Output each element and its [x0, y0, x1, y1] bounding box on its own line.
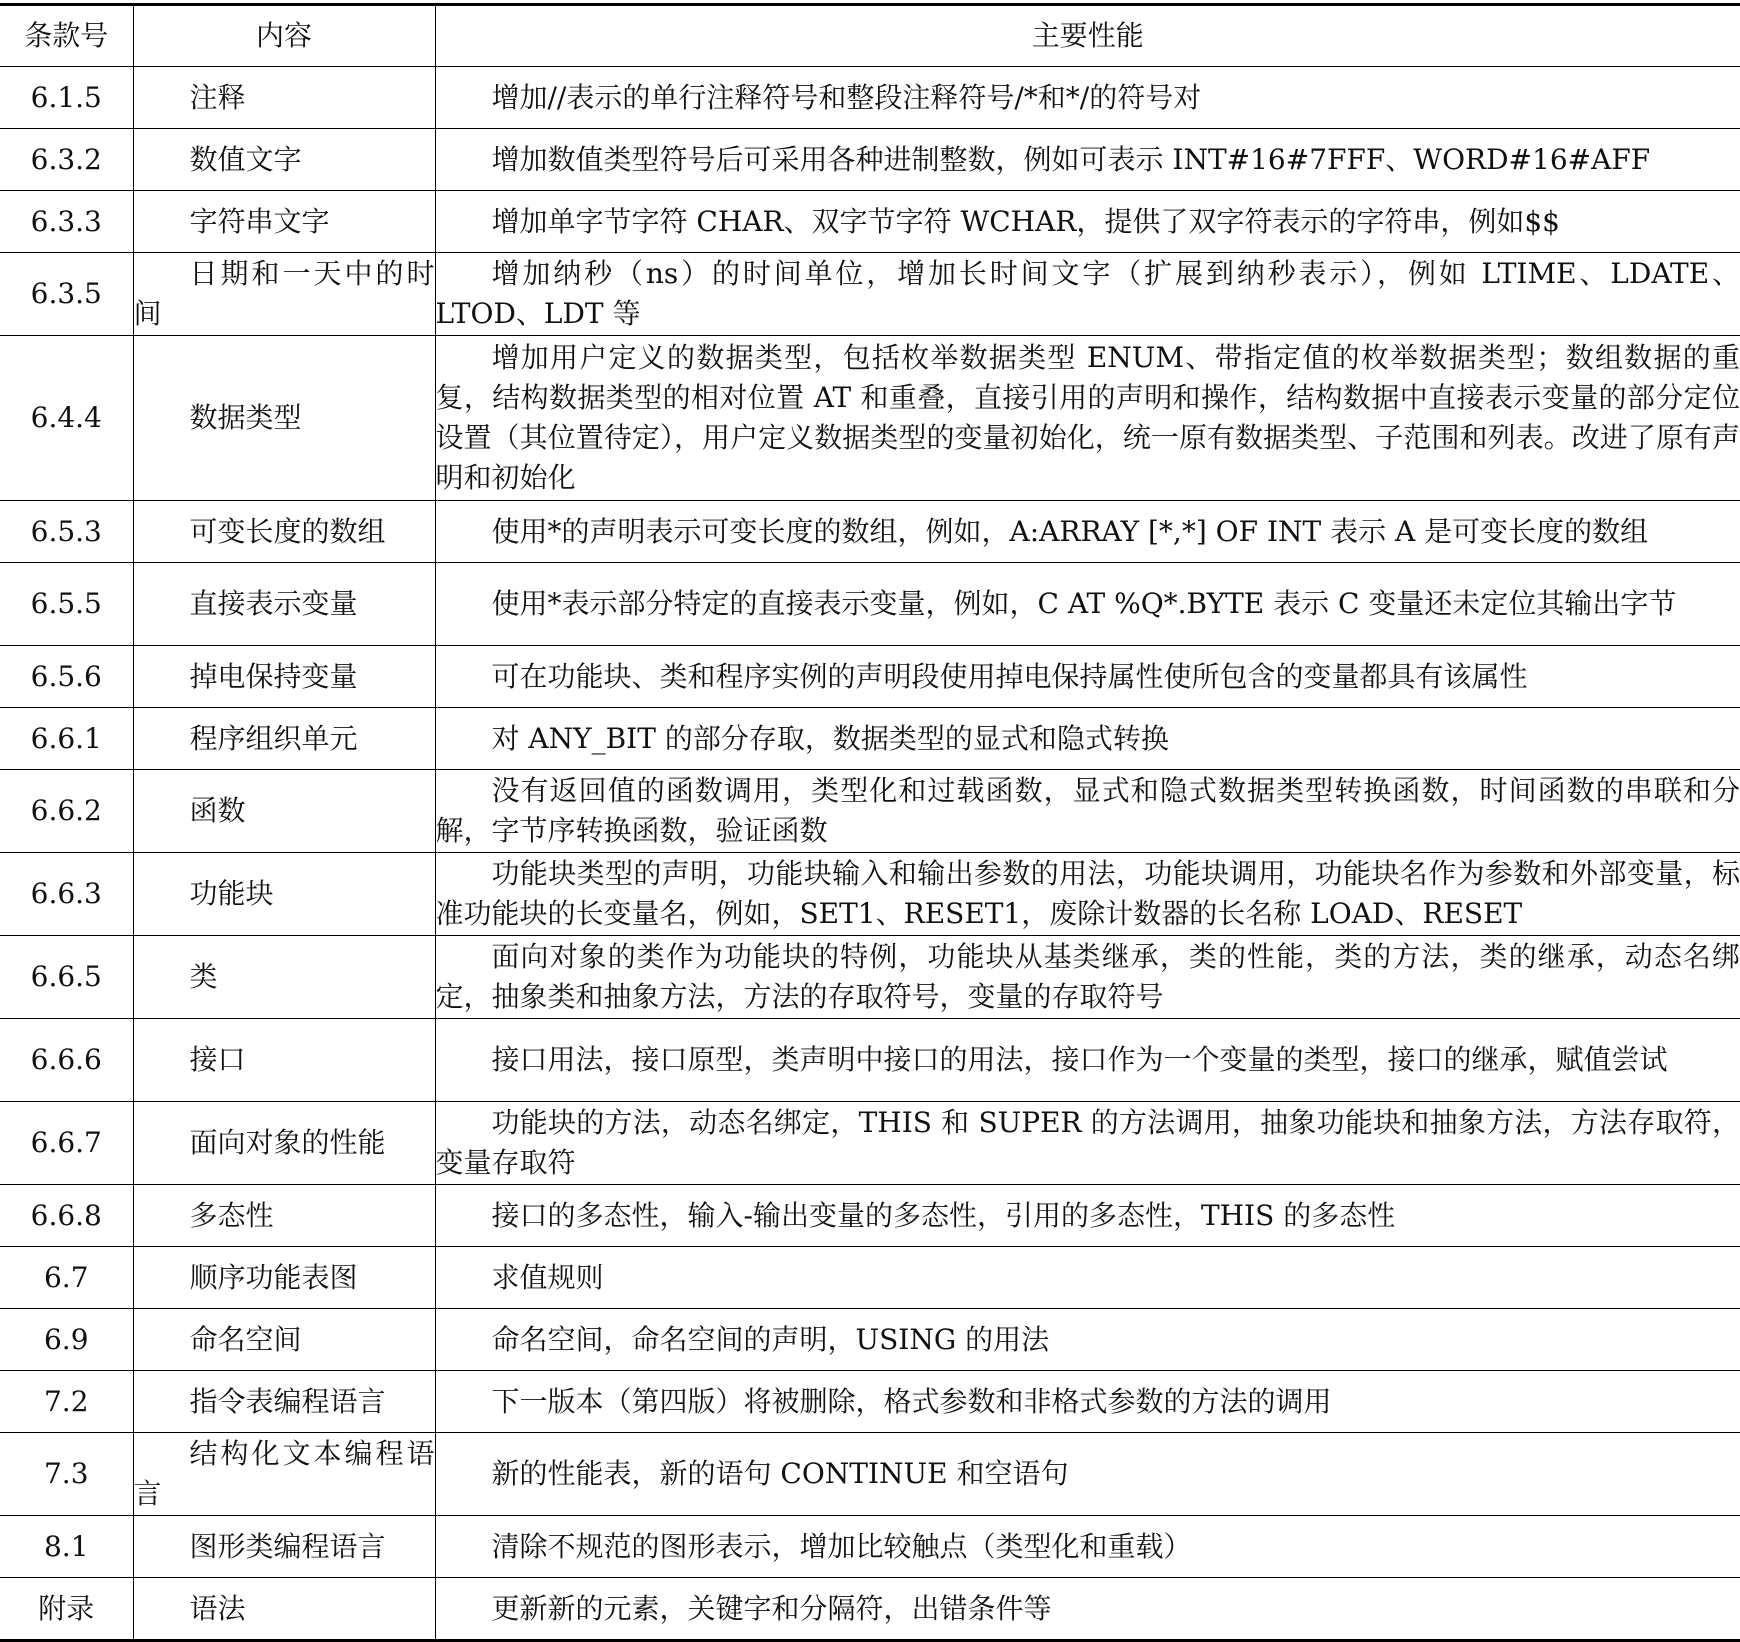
- row-clause-number: 6.6.1: [0, 708, 133, 770]
- table-row: [0, 1516, 1740, 1578]
- table-row: [0, 191, 1740, 253]
- row-clause-number: 6.9: [0, 1309, 133, 1371]
- table-row: [0, 1102, 1740, 1185]
- row-feature-description: 增加用户定义的数据类型，包括枚举数据类型 ENUM、带指定值的枚举数据类型；数组数据的重复，结构数据类型的相对位置 AT 和重叠，直接引用的声明和操作，结构数据中直接表示变量的部分定位设置（其位置待定），用户定义数据类型的变量初始化，统一原有数据类型、子范围和列表。改进了原有声明和初始化: [435, 336, 1740, 501]
- table-row: [0, 67, 1740, 129]
- row-feature-description: 使用*的声明表示可变长度的数组，例如，A:ARRAY [*,*] OF INT 表示 A 是可变长度的数组: [435, 501, 1740, 563]
- row-clause-number: 6.5.5: [0, 563, 133, 646]
- row-feature-description: 接口的多态性，输入-输出变量的多态性，引用的多态性，THIS 的多态性: [435, 1185, 1740, 1247]
- table-row: [0, 770, 1740, 853]
- table-row: [0, 253, 1740, 336]
- row-feature-description: 更新新的元素，关键字和分隔符，出错条件等: [435, 1578, 1740, 1641]
- table-row: [0, 129, 1740, 191]
- row-content-name: 功能块: [133, 853, 435, 936]
- row-content-name: 直接表示变量: [133, 563, 435, 646]
- row-feature-description: 可在功能块、类和程序实例的声明段使用掉电保持属性使所包含的变量都具有该属性: [435, 646, 1740, 708]
- table-row: [0, 1185, 1740, 1247]
- row-feature-description: 增加单字节字符 CHAR、双字节字符 WCHAR，提供了双字符表示的字符串，例如$$: [435, 191, 1740, 253]
- row-feature-description: 求值规则: [435, 1247, 1740, 1309]
- row-content-name: 接口: [133, 1019, 435, 1102]
- row-content-name: 数值文字: [133, 129, 435, 191]
- table-row: [0, 1247, 1740, 1309]
- row-content-name: 指令表编程语言: [133, 1371, 435, 1433]
- row-clause-number: 6.1.5: [0, 67, 133, 129]
- row-clause-number: 6.6.6: [0, 1019, 133, 1102]
- table-row: [0, 1371, 1740, 1433]
- row-clause-number: 6.6.2: [0, 770, 133, 853]
- row-feature-description: 清除不规范的图形表示，增加比较触点（类型化和重载）: [435, 1516, 1740, 1578]
- row-clause-number: 6.5.3: [0, 501, 133, 563]
- row-content-name: 日期和一天中的时间: [133, 253, 435, 336]
- table-row: [0, 1019, 1740, 1102]
- row-content-name: 顺序功能表图: [133, 1247, 435, 1309]
- row-feature-description: 功能块的方法，动态名绑定，THIS 和 SUPER 的方法调用，抽象功能块和抽象方法，方法存取符，变量存取符: [435, 1102, 1740, 1185]
- header-content: 内容: [133, 5, 435, 67]
- row-feature-description: 对 ANY_BIT 的部分存取，数据类型的显式和隐式转换: [435, 708, 1740, 770]
- row-clause-number: 6.6.8: [0, 1185, 133, 1247]
- row-content-name: 程序组织单元: [133, 708, 435, 770]
- table-row: [0, 708, 1740, 770]
- table-row: [0, 1433, 1740, 1516]
- row-feature-description: 接口用法，接口原型，类声明中接口的用法，接口作为一个变量的类型，接口的继承，赋值尝试: [435, 1019, 1740, 1102]
- row-feature-description: 下一版本（第四版）将被删除，格式参数和非格式参数的方法的调用: [435, 1371, 1740, 1433]
- table-row: [0, 646, 1740, 708]
- table-row: [0, 563, 1740, 646]
- row-content-name: 图形类编程语言: [133, 1516, 435, 1578]
- row-feature-description: 功能块类型的声明，功能块输入和输出参数的用法，功能块调用，功能块名作为参数和外部变量，标准功能块的长变量名，例如，SET1、RESET1，废除计数器的长名称 LOAD、RESET: [435, 853, 1740, 936]
- row-clause-number: 6.7: [0, 1247, 133, 1309]
- row-feature-description: 增加//表示的单行注释符号和整段注释符号/*和*/的符号对: [435, 67, 1740, 129]
- row-clause-number: 附录: [0, 1578, 133, 1641]
- row-content-name: 数据类型: [133, 336, 435, 501]
- table-row: [0, 853, 1740, 936]
- row-clause-number: 6.5.6: [0, 646, 133, 708]
- table-row: [0, 1578, 1740, 1641]
- feature-table: [0, 3, 1740, 1642]
- row-clause-number: 6.4.4: [0, 336, 133, 501]
- row-clause-number: 6.6.3: [0, 853, 133, 936]
- row-clause-number: 6.3.3: [0, 191, 133, 253]
- table-row: [0, 501, 1740, 563]
- row-clause-number: 6.3.2: [0, 129, 133, 191]
- row-content-name: 函数: [133, 770, 435, 853]
- row-clause-number: 6.3.5: [0, 253, 133, 336]
- row-clause-number: 6.6.5: [0, 936, 133, 1019]
- table-row: [0, 336, 1740, 501]
- row-feature-description: 增加纳秒（ns）的时间单位，增加长时间文字（扩展到纳秒表示），例如 LTIME、LDATE、LTOD、LDT 等: [435, 253, 1740, 336]
- row-clause-number: 6.6.7: [0, 1102, 133, 1185]
- table-row: [0, 1309, 1740, 1371]
- table-body: [0, 67, 1740, 1641]
- row-clause-number: 7.2: [0, 1371, 133, 1433]
- table-row: [0, 936, 1740, 1019]
- row-feature-description: 新的性能表，新的语句 CONTINUE 和空语句: [435, 1433, 1740, 1516]
- row-content-name: 多态性: [133, 1185, 435, 1247]
- row-content-name: 类: [133, 936, 435, 1019]
- row-content-name: 命名空间: [133, 1309, 435, 1371]
- row-clause-number: 7.3: [0, 1433, 133, 1516]
- header-feature: 主要性能: [435, 5, 1740, 67]
- row-feature-description: 增加数值类型符号后可采用各种进制整数，例如可表示 INT#16#7FFF、WORD#16#AFF: [435, 129, 1740, 191]
- row-content-name: 注释: [133, 67, 435, 129]
- row-feature-description: 使用*表示部分特定的直接表示变量，例如，C AT %Q*.BYTE 表示 C 变量还未定位其输出字节: [435, 563, 1740, 646]
- row-content-name: 字符串文字: [133, 191, 435, 253]
- row-feature-description: 没有返回值的函数调用，类型化和过载函数，显式和隐式数据类型转换函数，时间函数的串联和分解，字节序转换函数，验证函数: [435, 770, 1740, 853]
- row-feature-description: 面向对象的类作为功能块的特例，功能块从基类继承，类的性能，类的方法，类的继承，动态名绑定，抽象类和抽象方法，方法的存取符号，变量的存取符号: [435, 936, 1740, 1019]
- row-clause-number: 8.1: [0, 1516, 133, 1578]
- header-clause: 条款号: [0, 5, 133, 67]
- row-feature-description: 命名空间，命名空间的声明，USING 的用法: [435, 1309, 1740, 1371]
- row-content-name: 可变长度的数组: [133, 501, 435, 563]
- table-header-row: [0, 5, 1740, 67]
- row-content-name: 掉电保持变量: [133, 646, 435, 708]
- row-content-name: 结构化文本编程语言: [133, 1433, 435, 1516]
- row-content-name: 语法: [133, 1578, 435, 1641]
- row-content-name: 面向对象的性能: [133, 1102, 435, 1185]
